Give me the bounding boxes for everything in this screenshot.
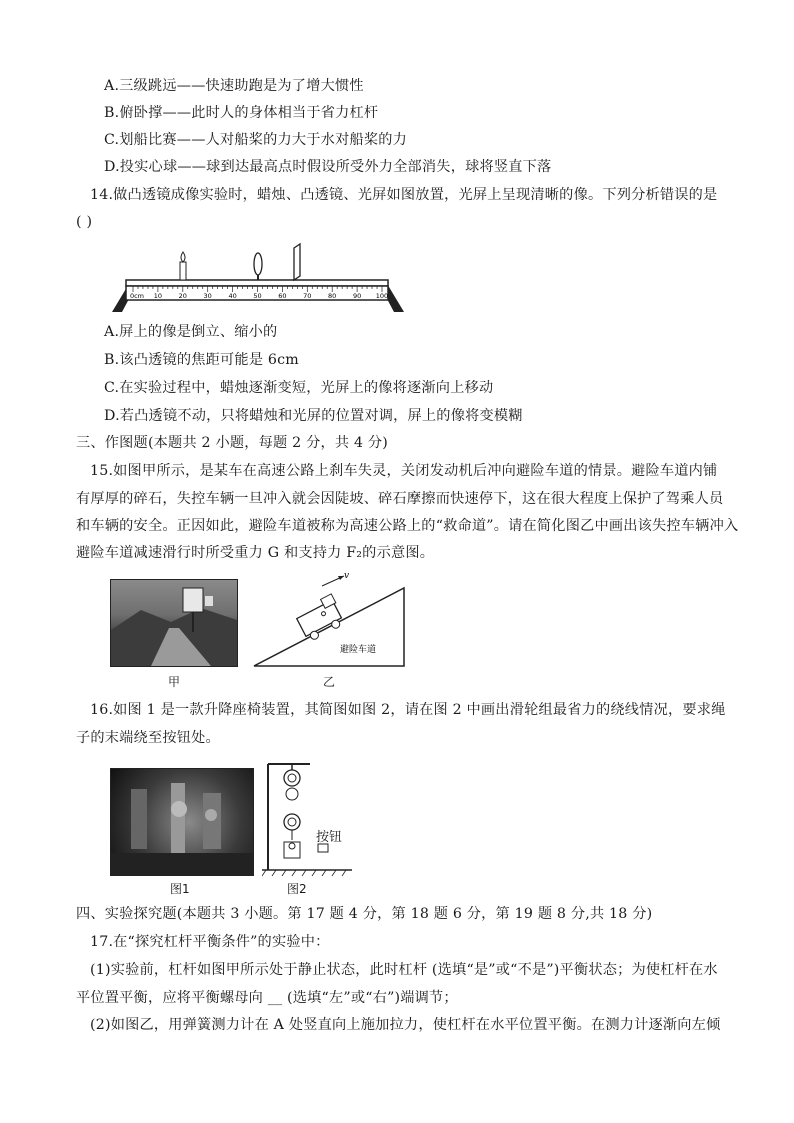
caption-fig1: 图1 [170,882,190,896]
button-label: 按钮 [316,830,343,845]
movable-pulley-inner [288,818,296,826]
q15-line-1: 15.如图甲所示，是某车在高速公路上刹车失灵，关闭发动机后冲向避险车道的情景。避险车道内铺 [90,463,718,479]
pulley-diagram [262,758,352,878]
ruler-tick-label: 80 [328,292,337,300]
q13-option-c: C.划船比赛——人对船桨的力大于水对船桨的力 [104,132,408,148]
person-head [289,843,295,849]
ruler-tick-label: 60 [278,292,287,300]
q14-option-a: A.屏上的像是倒立、缩小的 [104,324,278,340]
incline-svg [248,572,408,672]
slope-label: 避险车道 [340,645,377,655]
q17-line-3: 平位置平衡，应将平衡螺母向 __ (选填“左”或“右”)端调节； [76,990,458,1006]
runaway-ramp-photo-svg [111,580,237,666]
fixed-pulley-small [286,788,298,800]
fixed-pulley-inner [288,774,296,782]
q14-option-d: D.若凸透镜不动，只将蜡烛和光屏的位置对调，屏上的像将变模糊 [104,408,523,424]
q15-line-3: 和车辆的安全。正因如此，避险车道被称为高速公路上的“救命道”。请在简化图乙中画出该失控车辆冲入 [76,518,739,534]
q14-option-b: B.该凸透镜的焦距可能是 6cm [104,352,299,368]
q16-line-1: 16.如图 1 是一款升降座椅装置，其简图如图 2，请在图 2 中画出滑轮组最省力的绕线情况，要求绳 [90,702,726,718]
optical-bench-figure [108,240,408,315]
ruler-tick-label: 40 [228,292,237,300]
optical-bench-svg [108,240,408,315]
lift-chair-photo-svg [111,769,253,875]
q14-answer-bracket: ( ) [76,214,93,230]
ruler-tick-label: 70 [303,292,312,300]
candle [180,252,186,280]
ruler-tick-label: 30 [203,292,212,300]
section3-heading: 三、作图题(本题共 2 小题，每题 2 分，共 4 分) [76,435,388,451]
q17-line-4: (2)如图乙，用弹簧测力计在 A 处竖直向上施加拉力，使杠杆在水平位置平衡。在测力计逐渐向左倾 [90,1017,721,1033]
button-box [318,844,328,852]
ruler-tick-label: 90 [352,292,362,300]
ruler-tick-label: 10 [153,292,163,300]
ruler-tick-label: 100 [375,292,389,300]
q13-option-d: D.投实心球——球到达最高点时假设所受外力全部消失，球将竖直下落 [104,159,552,175]
caption-yi: 乙 [323,675,336,689]
caption-fig2: 图2 [287,882,307,896]
q14-stem: 14.做凸透镜成像实验时，蜡烛、凸透镜、光屏如图放置，光屏上呈现清晰的像。下列分析错误的是 [90,187,718,203]
q15-line-4: 避险车道减速滑行时所受重力 G 和支持力 F₂的示意图。 [76,545,435,561]
incline-diagram [248,572,408,672]
ruler-tick-label: 0cm [129,292,145,300]
velocity-label: v [344,572,350,581]
rail-top [126,280,388,286]
light-screen [294,244,300,280]
pulley-svg [262,758,352,878]
lift-chair-photo [110,768,254,876]
ruler-tick-label: 20 [178,292,187,300]
convex-lens [254,253,262,280]
q13-option-b: B.俯卧撑——此时人的身体相当于省力杠杆 [104,105,379,121]
q17-line-2: (1)实验前，杠杆如图甲所示处于静止状态，此时杠杆 (选填“是”或“不是”)平衡状态；为使杠杆在水 [90,962,718,978]
q13-option-a: A.三级跳远——快速助跑是为了增大惯性 [104,78,364,94]
caption-jia: 甲 [168,675,181,689]
q17-line-1: 17.在“探究杠杆平衡条件”的实验中： [90,934,330,950]
runaway-ramp-photo [110,579,238,667]
section4-heading: 四、实验探究题(本题共 3 小题。第 17 题 4 分，第 18 题 6 分，第 19 题 8 分,共 18 分) [76,906,653,922]
q14-option-c: C.在实验过程中，蜡烛逐渐变短，光屏上的像将逐渐向上移动 [104,380,494,396]
ruler-tick-label: 50 [253,292,262,300]
q16-line-2: 子的末端绕至按钮处。 [76,730,220,746]
q15-line-2: 有厚厚的碎石，失控车辆一旦冲入就会因陡坡、碎石摩擦而快速停下，这在很大程度上保护了驾乘人员 [76,491,724,507]
